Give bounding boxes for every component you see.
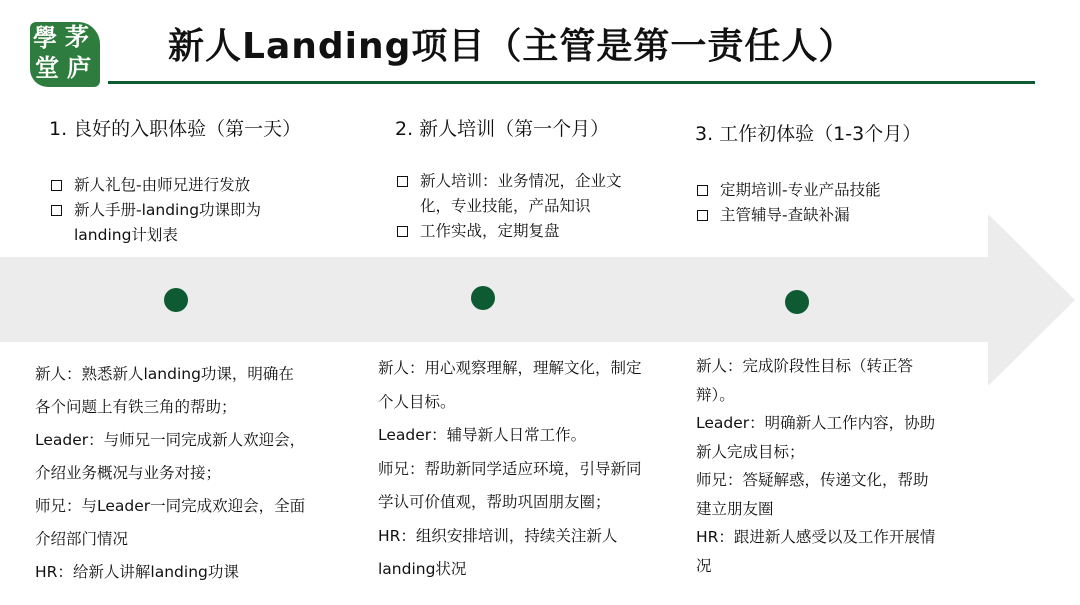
- role-line: HR：组织安排培训，持续关注新人: [378, 526, 618, 545]
- role-line: 建立朋友圈: [696, 499, 774, 518]
- role-line: HR：跟进新人感受以及工作开展情: [696, 528, 936, 546]
- logo-char-3: 堂: [35, 53, 59, 82]
- list-item: 主管辅导-查缺补漏: [697, 203, 937, 228]
- checkbox-icon: [397, 176, 408, 187]
- phase-1-bullets: [51, 173, 291, 248]
- list-item: 工作实战，定期复盘: [397, 219, 625, 244]
- phase-3-heading: 3. 工作初体验（1-3个月）: [695, 123, 922, 145]
- milestone-dot-3: [785, 290, 809, 314]
- role-line: 师兄：与Leader一同完成欢迎会，全面: [35, 497, 306, 515]
- role-line: 学认可价值观，帮助巩固朋友圈；: [378, 493, 611, 511]
- phase-1-heading: 1. 良好的入职体验（第一天）: [49, 118, 302, 140]
- page-title: 新人Landing项目（主管是第一责任人）: [168, 26, 856, 67]
- role-line: 辩）。: [696, 385, 735, 404]
- role-line: landing状况: [378, 560, 467, 578]
- phase-3-bullets: [697, 178, 937, 228]
- role-line: 介绍部门情况: [35, 530, 129, 548]
- school-logo: [30, 22, 100, 87]
- role-line: Leader：与师兄一同完成新人欢迎会，: [35, 431, 306, 449]
- list-item: 定期培训-专业产品技能: [697, 178, 937, 203]
- role-line: 师兄：帮助新同学适应环境，引导新同: [378, 459, 642, 478]
- role-line: 新人：熟悉新人landing功课，明确在: [35, 365, 294, 383]
- role-line: 况: [696, 556, 712, 575]
- phase-1-roles: [35, 358, 305, 589]
- list-item: 新人手册-landing功课即为landing计划表: [51, 198, 291, 248]
- checkbox-icon: [51, 205, 62, 216]
- role-line: 介绍业务概况与业务对接；: [35, 464, 222, 482]
- checkbox-icon: [397, 226, 408, 237]
- checkbox-icon: [51, 180, 62, 191]
- phase-3-roles: [696, 352, 935, 580]
- milestone-dot-1: [164, 288, 188, 312]
- phase-2-bullets: [397, 169, 625, 244]
- milestone-dot-2: [471, 286, 495, 310]
- list-item: 新人培训：业务情况，企业文化，专业技能，产品知识: [397, 169, 625, 219]
- logo-char-1: 學: [33, 23, 57, 52]
- role-line: HR：给新人讲解landing功课: [35, 563, 239, 581]
- role-line: Leader：辅导新人日常工作。: [378, 426, 587, 444]
- list-item: 新人礼包-由师兄进行发放: [51, 173, 291, 198]
- logo-char-4: 庐: [67, 53, 91, 82]
- logo-char-2: 茅: [65, 22, 89, 51]
- role-line: 新人：完成阶段性目标（转正答: [696, 357, 914, 375]
- checkbox-icon: [697, 185, 708, 196]
- checkbox-icon: [697, 210, 708, 221]
- role-line: Leader：明确新人工作内容，协助: [696, 414, 936, 432]
- role-line: 新人：用心观察理解，理解文化，制定: [378, 359, 642, 377]
- role-line: 师兄：答疑解惑，传递文化，帮助: [696, 471, 929, 489]
- phase-2-roles: [378, 352, 642, 587]
- role-line: 个人目标。: [378, 392, 456, 411]
- phase-2-heading: 2. 新人培训（第一个月）: [395, 118, 610, 140]
- role-line: 各个问题上有铁三角的帮助；: [35, 398, 237, 416]
- role-line: 新人完成目标；: [696, 442, 805, 461]
- title-divider: [108, 81, 1035, 84]
